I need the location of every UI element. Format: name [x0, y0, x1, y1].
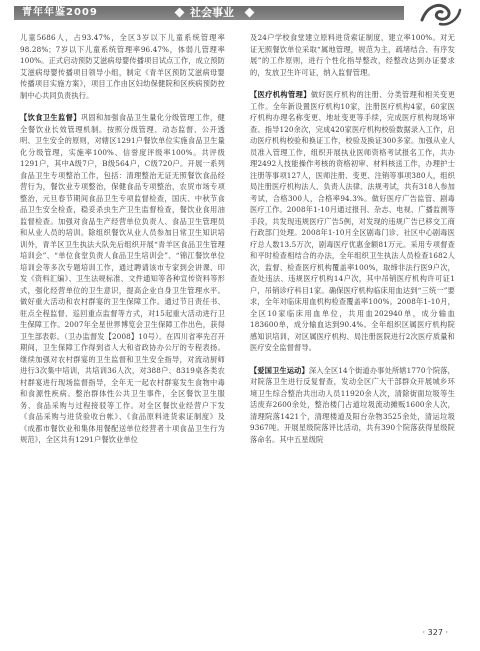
- page-number: · 327 ·: [422, 628, 448, 637]
- paragraph-body: 巩固和加强食品卫生量化分级管理工作，健全餐饮业长效管理机制。按照分级管理、动态监督、公开透明、卫生安全的原则，对辖区1291户餐饮单位实施食品卫生量化分级管理，实施率100%、信誉度评级率100%。共评级1291户，其中A级7户，B级564户，C级720户。开展一系列食品卫生专项整治工作，包括：清理整治无证无照餐饮食品经营行为，餐饮业专项整治，保健食品专项整治，农贸市场专项整治，元旦春节期间食品卫生专项监督检查，国庆、中秋节食品卫生安全检查，稳妥杀虫生产卫生监督检查，餐饮业食用油监督检查。加强对食品生产经营单位负责人、食品卫生管理员和从业人员的培训。除组织餐饮从业人员参加日常卫生知识培训外，青羊区卫生执法大队先后组织开展“青羊区食品卫生管理培训会”、“单位食堂负责人食品卫生培训会”、“锦江餐饮单位培训会等多次专题培训工作，通过聘请该市专家到会讲课、印发《资料汇编》、卫生法规标准、文件通知等各种宣传资料等形式，强化经营单位的卫生意识，提高企业自身卫生管理水平。做好重大活动和农村群宴的卫生保障工作。通过节日责任书、驻点全程监督、巡回重点监督等方式，对15起重大活动进行卫生保障工作。2007年全星世界博览会卫生保障工作出色，获得卫生部表彰。（卫办监督发【2008】10号）。在四川省率先召开期间，卫生保障工作得到省人大和省政协办公厅的专程表扬。继续加强对农村群宴的卫生监督和卫生安全指导，对流动厨师进行3次集中培训，共培训36人次，对388户、8319桌各类农村群宴进行现场监督指导，全年无一起农村群宴发生食物中毒和食源性疾病。整治群体性公共卫生事件，全区餐饮卫生服务、食品采购与过程接驳等工作。对全区餐饮业经营户下发《食品采购与进货验收台帐》、《食品原料进货索证制度》及《成都市餐饮业和集体用餐配送单位经营者十项食品卫生行为规范》，全区共有1291户餐饮业单位: [20, 113, 226, 444]
- section-title: 社会事业: [190, 6, 234, 19]
- right-column: [250, 32, 455, 445]
- paragraph-continued: 儿童5686人，占93.47%，全区3岁以下儿童系统管理率98.28%；7岁以下儿童系统管理率96.47%，体弱儿管理率100%。正式启动预防艾滋病母婴传播项目试点工作，成立预防艾滋病母婴传播项目领导小组，制定《青羊区预防艾滋病母婴传播项目实施方案》，项目工作由区妇幼保健院和区疾病预防控制中心共同负责执行。: [20, 33, 225, 100]
- paragraph-patriotic-health: [250, 365, 455, 446]
- yearbook-title: 青年年鉴2009: [22, 7, 98, 18]
- yearbook-logo-icon: [418, 0, 464, 28]
- left-column: [20, 32, 225, 446]
- paragraph-body: 做好医疗机构的注册、分类管理和相关变更工作。全年新设置医疗机构10家，注册医疗机构4家，60家医疗机构办理名称变更、地址变更等手续，完成医疗机构现场审查、指导120余次，完成420家医疗机构校验数据录入工作，启动医疗机构校验和换证工作，校验及换证300多家。加强从业人员准入管理工作，组织开展执业医师资格考试报名工作，共办理2492人技能操作考核的资格初审、材料核送工作，办理护士注册等事项127人，医师注册、变更、注销等事项380人，组织局注册医疗机构法人、负责人法律、法规考试，共有318人参加考试，合格300人，合格率94.3%。做好医疗广告监管、剧毒医疗工作。2008年1-10月通过报刊、杂志、电视、广播监测等手段，共发现违规医疗广告5例，对发现的违规广告已移交工商行政部门处理。2008年1-10月全区剧毒门诊、社区中心剧毒医疗总人数13.5万次，剧毒医疗优惠金额81万元。采用专项督查和平时检查相结合的办法，全年组织卫生执法人员检查1682人次，监督、检查医疗机构覆盖率100%，取缔非法行医9户次，查处违法、违规医疗机构14户次，其中吊销医疗机构许可证1户，吊销诊疗科目1家。确保医疗机构临床用血达到“三统一”要求，全年对临床用血机构检查覆盖率100%。2008年1-10月，全区10家临床用血单位，共用血202940单，成分输血183600单，成分输血达到90.4%。全年组织区属医疗机构院感知识培训，对区属医疗机构、局注册医院进行2次医疗质量和医疗安全监督督导。: [250, 90, 456, 352]
- paragraph-heading: 【饮食卫生监督】: [20, 113, 81, 122]
- paragraph-continued: 及24户学校食堂建立原料进货索证制度，建立率100%。对无证无照餐饮单位采取“属地管理，规范为主，疏堵结合、有序发展”的工作原则，进行个性化指导整改，经整改达到办证要求的，发放卫生许可证，纳入监督管理。: [250, 33, 455, 77]
- paragraph-body: 深入全区14个街道办事处所辖1770个院落，对院落卫生进行反复督查，发动全区广大干部群众开展城乡环境卫生综合整治共出动人员11920余人次，清除街面垃圾等生活废弃2600余处，整治楼门占道垃圾流动摊贩1600余人次，清理院落1421个，清理楼道及阳台杂物3525余处，清运垃圾9367吨。开展星级院落评比活动，共有390个院落获得星级院落命名。其中五星级院: [250, 365, 456, 444]
- page-header: [0, 0, 480, 30]
- paragraph-food-hygiene: [20, 112, 225, 446]
- paragraph-heading: 【医疗机构管理】: [250, 90, 311, 99]
- paragraph-medical-institutions: [250, 89, 455, 354]
- paragraph-heading: 【爱国卫生运动】: [250, 365, 309, 375]
